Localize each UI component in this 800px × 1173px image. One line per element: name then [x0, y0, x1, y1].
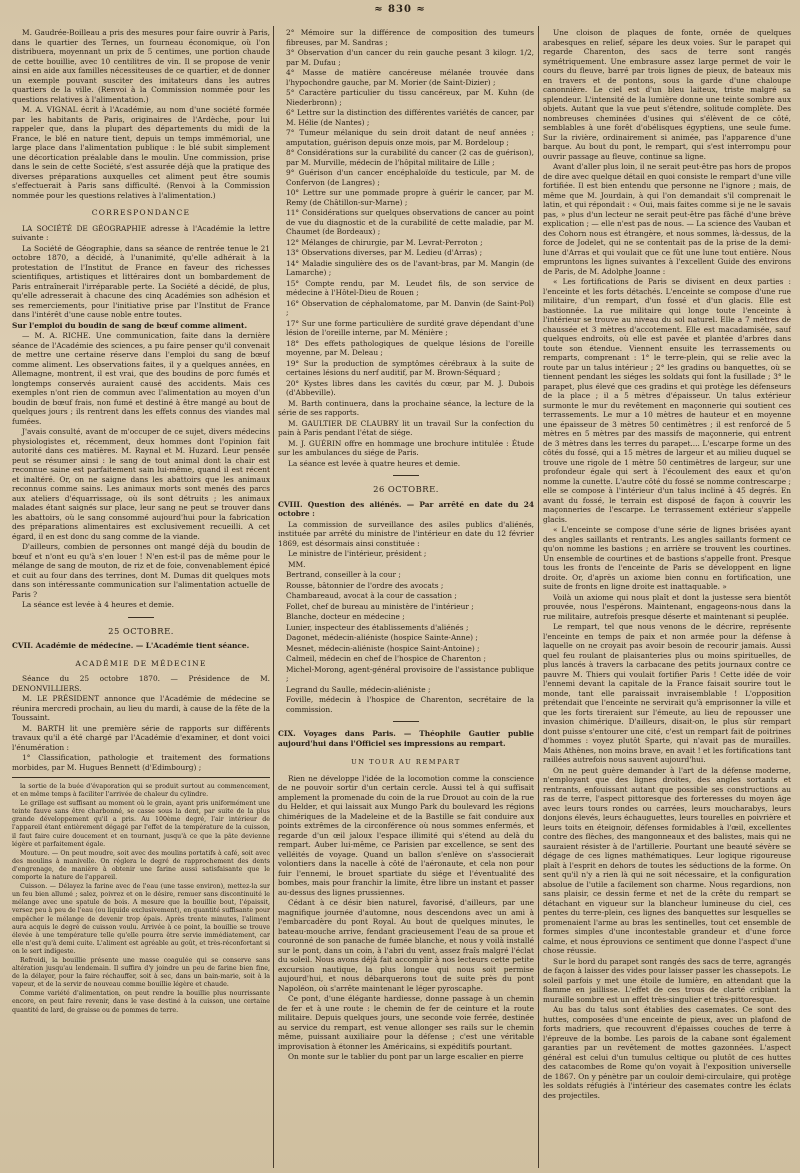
paragraph: On monte sur le tablier du pont par un large escalier en pierre: [288, 1052, 524, 1061]
list-item: Dagonet, médecin-aliéniste (hospice Sainte-Anne) ;: [286, 633, 478, 642]
paragraph: Ce pont, d'une élégante hardiesse, donne passage à un chemin de fer et à une route : le chemin de fer de ceinture et la route militaire. Depuis quelques jours, une seconde voie ferrée, destinée au service du rempart, est venue allonger ses rails sur le chemin même, puissant auxiliaire pour la défense ; c'est une véritable improvisation à étonner les Américains, si expéditifs pourtant.: [278, 994, 534, 1051]
date-heading: 25 OCTOBRE.: [108, 625, 174, 636]
section-title-text: CIX. Voyages dans Paris. — Théophile Gautier publie aujourd'hui dans l'Officiel ses impressions au rempart.: [278, 729, 534, 748]
paragraph: M. Barth continuera, dans la prochaine séance, la lecture de la série de ses rapports.: [278, 398, 534, 417]
paragraph: Voilà un axiome qui nous plaît et dont la justesse sera bientôt prouvée, nous l'espérons. Maintenant, engageons-nous dans la rue militaire, autrefois presque déserte et maintenant si peuplée.: [543, 592, 791, 621]
paragraph: Une cloison de plaques de fonte, ornée de quelques arabesques en relief, sépare les deux voies. Sur le parapet qui regarde Charenton, des sacs de terre sont rangés symétriquement. Une embrasure assez large permet de voir le cours du fleuve, barré par trois lignes de pieux, de bateaux mis en travers et de pontons, sous la garde d'une chaloupe canonnière. Le ciel est d'un bleu laiteux, triste malgré sa splendeur. L'intensité de la lumière donne une teinte sombre aux objets. Autant que la vue peut s'étendre, solitude complète. Des nombreuses cheminées d'usines qui s'élèvent de ce côté, semblables à une forêt d'obélisques égyptiens, une seule fume. Sur la rivière, ordinairement si animée, pas l'apparence d'une barque. Au bout du pont, le rempart, qui s'est interrompu pour ouvrir passage au fleuve, continue sa ligne.: [543, 28, 791, 161]
paragraph: 1° Classification, pathologie et traitement des formations morbides, par M. Hugues Bennett (d'Edimbourg) ;: [12, 753, 270, 772]
paragraph: MM.: [288, 559, 306, 569]
list-item: 8° Considérations sur la curabilité du cancer (2 cas de guérison), par M. Murville, médecin de l'hôpital militaire de Lille ;: [286, 148, 534, 167]
list-item: Blanche, docteur en médecine ;: [286, 612, 405, 621]
divider: [128, 617, 154, 618]
list-item: 18° Des effets pathologiques de quelque lésions de l'oreille moyenne, par M. Deleau ;: [286, 338, 534, 357]
paragraph: La commission de surveillance des asiles publics d'aliénés, instituée par arrêté du ministre de l'intérieur en date du 12 février 1869, est désormais ainsi constituée :: [278, 519, 534, 548]
list-item: 14° Maladie singulière des os de l'avant-bras, par M. Mangin (de Lamarche) ;: [286, 258, 534, 277]
paragraph: La séance est levée à 4 heures et demie.: [22, 600, 174, 609]
list-item: 4° Masse de matière cancéreuse mélanée trouvée dans l'hypochondre gauche, par M. Morier (de Saint-Dizier) ;: [286, 68, 534, 87]
list-item: 15° Compte rendu, par M. Leudet fils, de son service de médecine à l'Hôtel-Dieu de Rouen ;: [286, 278, 534, 297]
list-item: Bertrand, conseiller à la cour ;: [286, 570, 401, 579]
page-number: ≈ 830 ≈: [374, 4, 426, 15]
list-item: 10° Lettre sur une pommade propre à guérir le cancer, par M. Remy (de Châtillon-sur-Marne) ;: [286, 188, 534, 207]
list-item: 16° Observation de céphalomatome, par M. Danvin (de Saint-Pol) ;: [286, 298, 534, 317]
list-item: 3° Observation d'un cancer du rein gauche pesant 3 kilogr. 1/2, par M. Dufau ;: [286, 48, 534, 67]
footnote-rule: [12, 777, 270, 778]
paragraph: La Société de Géographie, dans sa séance de rentrée tenue le 21 octobre 1870, a décidé, à l'unanimité, qu'elle adhérait à la protestation de l'Institut de France en faveur des richesses scientifiques, artistiques et littéraires dont un bombardement de Paris entraînerait l'irréparable perte. La Société a décidé, de plus, qu'elle adresserait à chacune des cinq Académies son adhésion et ses remerciements, pour l'initiative prise par l'Institut de France dans l'intérêt d'une cause noble entre toutes.: [12, 243, 270, 319]
paragraph: Séance du 25 octobre 1870. — Présidence de M. DENONVILLIERS.: [12, 674, 270, 693]
list-item: 19° Sur la production de symptômes cérébraux à la suite de certaines lésions du nerf auditif, par M. Brown-Séquard ;: [286, 358, 534, 377]
list-item: 5° Caractère particulier du tissu cancéreux, par M. Kuhn (de Niederbronn) ;: [286, 88, 534, 107]
section-title-text: CVIII. Question des aliénés. — Par arrêté en date du 24 octobre :: [278, 499, 534, 518]
list-item: Chambareaud, avocat à la cour de cassation ;: [286, 591, 457, 600]
paragraph: Le ministre de l'intérieur, président ;: [288, 549, 427, 558]
list-item: 6° Lettre sur la distinction des différentes variétés de cancer, par M. Hélie (de Nantes) ;: [286, 108, 534, 127]
paragraph: Cédant à ce désir bien naturel, favorisé, d'ailleurs, par une magnifique journée d'automne, nous descendons avec un ami à l'embarcadère du pont Royal. Au bout de quelques minutes, le bateau-mouche arrive, fendant gracieusement l'eau de sa proue et couronné de son panache de fumée blanche, et nous y voilà installé sur le pont, dans un coin, à l'abri du vent, assez fraîs malgré l'éclat du soleil. Nous avons déjà fait accomplir à nos lecteurs cette petite excursion nautique, la plus longue qui nous soit permise aujourd'hui, et nous débarquerons tout de suite près du pont Napoléon, où s'arrête maintenant le léger pyroscaphe.: [278, 898, 534, 993]
list-item: Michel-Morong, agent-général provisoire de l'assistance publique ;: [286, 664, 534, 683]
footnote: Cuisson. — Délayez la farine avec de l'eau (une tasse environ), mettez-la sur un feu bien allumé ; salez, poivrez et on le désire, remuer sans discontinuité le mélange avec une spatule de bois. A mesure que la bouillie bout, l'épaissit, versez peu à peu de l'eau (ou liquide exclusivement), en quantité suffisante pour empêcher le mélange de devenir trop épais. Après trente minutes, l'aliment aura acquis le degré de cuisson voulu. Arrivée à ce point, la bouillie se trouve élevée à une température telle qu'elle pourra être servie immédiatement, car elle n'est qu'à demi cuite. L'aliment est agréable au goût, et très-réconfortant si on le sert indigeste.: [12, 883, 270, 955]
paragraph: « Les fortifications de Paris se divisent en deux parties : l'enceinte et les forts détachés. L'enceinte se compose d'une rue militaire, d'un rempart, d'un fossé et d'un glacis. Elle est bastionnée. La rue militaire qui longe toute l'enceinte à l'intérieur se trouve au niveau du sol naturel. Elle a 7 mètres de chaussée et 3 mètres d'accotement. Elle est macadamisée, sauf quelques endroits, où elle est pavée et plantée d'arbres dans toute son étendue. Viennent ensuite les terrassements ou remparts, comprenant : 1° le terre-plein, qui se relie avec la route par un talus intérieur ; 2° les gradins ou banquettes, où se tiennent pendant les siéges les soldats qui font la fusillade ; 3° le parapet, plus élevé que ces gradins et qui protège les défenseurs de la place ; il a 5 mètres d'épaisseur. Un talus extérieur surmonte le mur du revêtement en maçonnerie qui soutient ces terrassements. Le mur a 10 mètres de hauteur et en moyenne une épaisseur de 3 mètres 50 centimètres ; il est renforcé de 5 mètres en 5 mètres par des massifs de maçonnerie, qui entrent de 3 mètres dans les terres du parapet.... L'escarpe forme un des côtés du fossé, qui a 15 mètres de largeur et au milieu duquel se trouve une rigole de 1 mètre 50 centimètres de largeur, sur une profondeur égale qui sert à l'écoulement des eaux et qu'on nomme la cunette. L'autre côté du fossé se nomme contrescarpe ; elle se compose à l'intérieur d'un talus incliné à 45 degrés. En avant du fossé, le terrain est disposé de façon à couvrir les maçonneries de l'escarpe. Le terrassement extérieur s'appelle glacis.: [543, 277, 791, 524]
footnote: Refroidi, la bouillie présente une masse coagulée qui se conserve sans altération jusqu'au lendemain. Il suffira d'y joindre un peu de farine bien fine, de la délayer, pour la faire réchauffer, soit à sec, dans un bain-marie, soit à la vapeur, et de la servir de nouveau comme bouillie légère et chaude.: [12, 956, 270, 989]
divider: [393, 721, 419, 722]
paragraph: La séance est levée à quatre heures et demie.: [288, 458, 461, 468]
date-heading: 26 OCTOBRE.: [373, 484, 439, 494]
paragraph: Rien ne développe l'idée de la locomotion comme la conscience de ne pouvoir sortir d'un certain cercle. Aussi tel à qui suffisait amplement la promenade du coin de la rue Drouot au coin de la rue du Helder, et qui laissait aux Mungo Park du boulevard les régions chimériques de la Madeleine et de la Bastille se fait conduire aux points extrêmes de la circonférence où nous sommes enfermés, et regarde d'un œil jaloux l'espace illimité qui s'étend au delà du rempart. Auber lui-même, ce Parisien par excellence, se sent des velléités de voyage. Quand un ballon s'enlève on s'associerait volontiers dans la nacelle à côté de l'aéronaute, et cela non pour fuir l'ennemi, le brouet spartiate du siége et l'éventualité des bombes, mais pour franchir la limite, être libre un instant et passer au-dessus des lignes prussiennes.: [278, 773, 534, 897]
list-item: 20° Kystes libres dans les cavités du cœur, par M. J. Dubois (d'Abbeville).: [286, 378, 534, 397]
list-item: 7° Tumeur mélanique du sein droit datant de neuf années ; amputation, guérison depuis onze mois, par M. Bordeloup ;: [286, 128, 534, 147]
list-item: 17° Sur une forme particulière de surdité grave dépendant d'une lésion de l'oreille interne, par M. Ménière ;: [286, 318, 534, 337]
list-item: Lunier, inspecteur des établissements d'aliénés ;: [286, 622, 469, 632]
column-3: [543, 28, 791, 1168]
article-title: UN TOUR AU REMPART: [351, 758, 461, 766]
paragraph: M. LE PRÉSIDENT annonce que l'Académie de médecine se réunira mercredi prochain, au lieu du mardi, à cause de la fête de la Toussaint.: [12, 694, 270, 722]
section-heading: CORRESPONDANCE: [91, 208, 191, 217]
paragraph: Avant d'aller plus loin, il ne serait peut-être pas hors de propos de dire avec quelque détail en quoi consiste le rempart d'une ville fortifiée. Il est bien entendu que personne ne l'ignore ; mais, de même que M. Jourdain, à qui l'on demandait s'il comprenait le latin, et qui répondait : « Oui, mais faites comme si je ne le savais pas, » plus d'un lecteur ne serait peut-être pas fâché d'une brève explication ; — elle n'est pas de nous. — La science des Vauban et des Cohorn nous est étrangère, et nous sommes, là-dessus, de la force de Jodelet, qui ne se contentait pas de la prise de la demi-lune d'Arras et qui voulait que ce fût une lune tout entière. Nous empruntons les lignes suivantes à l'excellent Guide des environs de Paris, de M. Adolphe Joanne :: [543, 162, 791, 276]
section-heading: ACADÉMIE DE MÉDECINE: [75, 658, 207, 668]
members-list: [278, 570, 534, 714]
footnote: Comme variété d'alimentation, on peut rendre la bouillie plus nourrissante encore, en peut faire revenir, dans le vase destiné à la cuisson, une certaine quantité de lard, de graisse ou de pommes de terre.: [12, 990, 270, 1014]
paragraph: On ne peut guère demander à l'art de la défense moderne, n'employant que des lignes droites, des angles sortants et rentrants, enfouissant autant que possible ses constructions au ras de terre, l'aspect pittoresque des forteresses du moyen âge avec leurs tours rondes ou carrées, leurs moucharabys, leurs donjons élevés, leurs échauguettes, leurs tourelles en poivrière et leurs toits en éteignoir, défenses formidables à l'œil, excellentes contre des flèches, des mangonneaux et des balistes, mais qui ne sauraient résister à de l'artillerie. Pourtant une beauté sévère se dégage de ces lignes mathématiques. Leur logique rigoureuse plaît à l'esprit en dehors de toutes les séductions de la forme. On sent qu'il n'y a rien là qui ne soit nécessaire, et la configuration absolue de l'utile a facilement son charme. Nous regardions, non sans plaisir, ce dessin ferme et net de la crête du rempart se détachant en vigueur sur la blancheur lumineuse du ciel, ces pentes du terre-plein, ces lignes des banquettes sur lesquelles se promenaient l'arme au bras les sentinelles, tout cet ensemble de formes simples d'une incontestable grandeur et d'une force calme, et nous éprouvions ce sentiment que donne l'aspect d'une chose réussie.: [543, 765, 791, 955]
list-item: Foville, médecin à l'hospice de Charenton, secrétaire de la commission.: [286, 695, 534, 714]
list-item: Mesnet, médecin-aliéniste (hospice Saint-Antoine) ;: [286, 643, 480, 653]
paragraph: Le rempart, tel que nous venons de le décrire, représente l'enceinte en temps de paix et non armée pour la défense à laquelle on ne croyait pas avoir besoin de recourir jamais. Aussi quel feu roulant de plaisanteries plus ou moins spirituelles, de plus lancés à travers la carbacane des petits journaux contre ce pauvre M. Thiers qui voulait fortifier Paris ! Cette idée de voir l'ennemi devant la capitale de la France faisait sourire tout le monde, tant elle paraissait invraisemblable ! L'opposition prétendait que l'enceinte ne servirait qu'à emprisonner la ville et que les forts tireraient sur l'émeute, au lieu de repousser une invasion chimérique. D'ailleurs, disait-on, le plus sûr rempart dont puisse s'entourer une cité, c'est un rempart fait de poitrines d'hommes : voyez plutôt Sparte, qui n'avait pas de murailles. Mais Athènes, non moins brave, en avait ! et les fortifications tant raillées autrefois nous sauvent aujourd'hui.: [543, 622, 791, 764]
list-item: Rousse, bâtonnier de l'ordre des avocats ;: [286, 580, 444, 590]
paragraph: J'avais consulté, avant de m'occuper de ce sujet, divers médecins physiologistes et, récemment, deux hommes dont l'opinion fait autorité dans ces matières. M. Raynal et M. Huzard. Leur pensée peut se résumer ainsi : le sang de tout animal dont la chair est reconnue saine est parfaitement sain lui-même, quand il est récent et inaltéré. Or, on ne saigne dans les abattoirs que les animaux reconnus comme sains. Les animaux morts sont menés des parcs aux ateliers d'équarrissage, où ils sont détruits ; les animaux malades étant saignés sur place, leur sang ne peut se trouver dans les abattoirs, où le sang consommé aujourd'hui pour la fabrication des préparations alimentaires est exclusivement recueilli. A cet égard, il en est donc du sang comme de la viande.: [12, 427, 270, 541]
section-title-text: CVII. Académie de médecine. — L'Académie tient séance.: [12, 641, 250, 650]
paragraph: Sur le bord du parapet sont rangés des sacs de terre, agrangés de façon à laisser des vides pour laisser passer les chassepots. Le soleil parfois y met une étoile de lumière, en attendant que la flamme en jaillisse. L'effet de ces trous de clarté criblant la muraille sombre est un effet très-singulier et très-pittoresque.: [543, 956, 791, 1004]
column-rule: [273, 26, 274, 1168]
footnote: la sortie de la buée d'évaporation qui se produit surtout au commencement, et en même temps à faciliter l'arrivée de chaleur du cylindre.: [12, 783, 270, 799]
article-heading: [12, 321, 270, 331]
section-title: [12, 641, 270, 651]
section-title: [278, 729, 534, 748]
footnote: Le grillage est suffisant au moment où le grain, ayant pris uniformément une teinte fauve sans être charbonné, se casse sous la dent, par suite de la plus grande développement qu'il a pris. Au 100ème degré, l'air intérieur de l'appareil étant entièrement dégagé par l'effet de la température de la cuisson, il faut faire cuire doucement et en tournant, jusqu'à ce que la pâte devienne légère et parfaitement égale.: [12, 800, 270, 848]
paragraph: M. A. VIGNAL écrit à l'Académie, au nom d'une société formée par les habitants de Paris, originaires de l'Ardèche, pour lui rappeler que, dans la plupart des départements du midi de la France, le blé en nature tient, depuis un temps immémorial, une large place dans l'alimentation publique : le blé subit simplement une décortication préalable dans le moulin. Une commission, prise dans le sein de cette Société, s'est assurée déjà que la pratique des diverses préparations auxquelles cet aliment peut être soumis s'effectuerait à Paris sans difficulté. (Renvoi à la Commission nommée pour les questions relatives à l'alimentation.): [12, 105, 270, 200]
paragraph: LA SOCIÉTÉ DE GÉOGRAPHIE adresse à l'Académie la lettre suivante :: [12, 223, 270, 242]
list-item: 9° Guérison d'un cancer encéphaloïde du testicule, par M. de Confervon (de Langres) ;: [286, 168, 534, 187]
divider: [393, 475, 419, 476]
column-1: [12, 28, 270, 1168]
list-item: Follet, chef de bureau au ministère de l'intérieur ;: [286, 601, 474, 611]
footnote-block: [12, 783, 270, 1015]
paragraph: M. GAULTIER DE CLAUBRY lit un travail Sur la confection du pain à Paris pendant l'état de siége.: [278, 418, 534, 437]
column-rule: [538, 26, 539, 1168]
paragraph: « L'enceinte se compose d'une série de lignes brisées ayant des angles saillants et rentrants. Les angles saillants forment ce qu'on nomme les bastions ; en arrière se trouvent les courtines. Un ensemble de courtines et de bastions s'appelle front. Presque tous les fronts de l'enceinte de Paris se développent en ligne droite. Or, d'après un axiome bien connu en fortification, une suite de fronts en ligne droite est inattaquable. »: [543, 525, 791, 591]
list-item: 11° Considérations sur quelques observations de cancer au point de vue du diagnostic et de la curabilité de cette maladie, par M. Chaumet (de Bordeaux) ;: [286, 208, 534, 236]
paragraph: M. J. GUÉRIN offre en hommage une brochure intitulée : Étude sur les ambulances du siége de Paris.: [278, 438, 534, 457]
column-2: [278, 28, 534, 1168]
paragraph: M. BARTH lit une première série de rapports sur différents travaux qu'il a été chargé par l'Académie d'examiner, et dont voici l'énumération :: [12, 723, 270, 752]
list-item: Calmeil, médecin en chef de l'hospice de Charenton ;: [286, 654, 486, 663]
report-list: [278, 28, 534, 398]
paragraph: M. Gaudrée-Boilleau a pris des mesures pour faire ouvrir à Paris, dans le quartier des Ternes, un fourneau économique, où l'on distribuera, moyennant un prix de 5 centimes, une portion chaude de cette bouillie, avec 10 centilitres de vin. Il se propose de venir ainsi en aide aux familles nécessiteuses de ce quartier, et de donner un exemple pouvant susciter des imitateurs dans les autres quartiers de la ville. (Renvoi à la Commission nommée pour les questions relatives à l'alimentation.): [12, 28, 270, 104]
paragraph: D'ailleurs, combien de personnes ont mangé déjà du boudin de bœuf et n'ont eu qu'à s'en louer ! N'en est-il pas de même pour le mélange de sang de mouton, de riz et de foie, convenablement épicé et cuit au four dans des terrines, dont M. Dumas dit quelques mots dans son intéressante communication sur l'alimentation actuelle de Paris ?: [12, 542, 270, 599]
paragraph: — M. A. RICHE. Une communication, faite dans la dernière séance de l'Académie des sciences, a pu faire penser qu'il convenait de mettre une certaine réserve dans l'emploi du sang de bœuf comme aliment. Les observations faites, il y a quelques années, en Allemagne, montrent, il est vrai, que des boudins de porc fumés et longtemps conservés auraient causé des accidents. Mais ces exemples n'ont rien de commun avec l'alimentation au moyen d'un boudin de bœuf frais, non fumé et destiné à être mangé au bout de quelques jours ; ils rentrent dans les effets connus des viandes mal fumées.: [12, 331, 270, 426]
list-item: 12° Mélanges de chirurgie, par M. Levrat-Perroton ;: [286, 237, 483, 247]
list-item: 2° Mémoire sur la différence de composition des tumeurs fibreuses, par M. Sandras ;: [286, 28, 534, 47]
article-heading-text: Sur l'emploi du boudin de sang de bœuf comme aliment.: [12, 320, 248, 330]
footnote: Mouture. — On peut moudre, soit avec des moulins portatifs à café, soit avec des moulins à manivelle. On réglera le degré de rapprochement des dents d'engrenage, de manière à obtenir une farine aussi satisfaisante que le comporte la nature de l'appareil.: [12, 849, 270, 882]
list-item: 13° Observations diverses, par M. Ledieu (d'Arras) ;: [286, 248, 483, 257]
section-title: [278, 500, 534, 519]
paragraph: Au bas du talus sont établies des casemates. Ce sont des huttes, composées d'une enceinte de pieux, avec un plafond de forts madriers, que recouvrent d'épaisses couches de terre à l'épreuve de la bombe. Les parois de la cabane sont également garanties par un revêtement de mottes gazonnées. L'aspect général est celui d'un tumulus celtique ou plutôt de ces huttes des catacombes de Rome qu'on voyait à l'exposition universelle de 1867. On y pénètre par un couloir demi-circulaire, qui protège les soldats réfugiés à l'intérieur des casemates contre les éclats des projectiles.: [543, 1005, 791, 1100]
list-item: Legrand du Saulle, médecin-aliéniste ;: [286, 684, 431, 694]
